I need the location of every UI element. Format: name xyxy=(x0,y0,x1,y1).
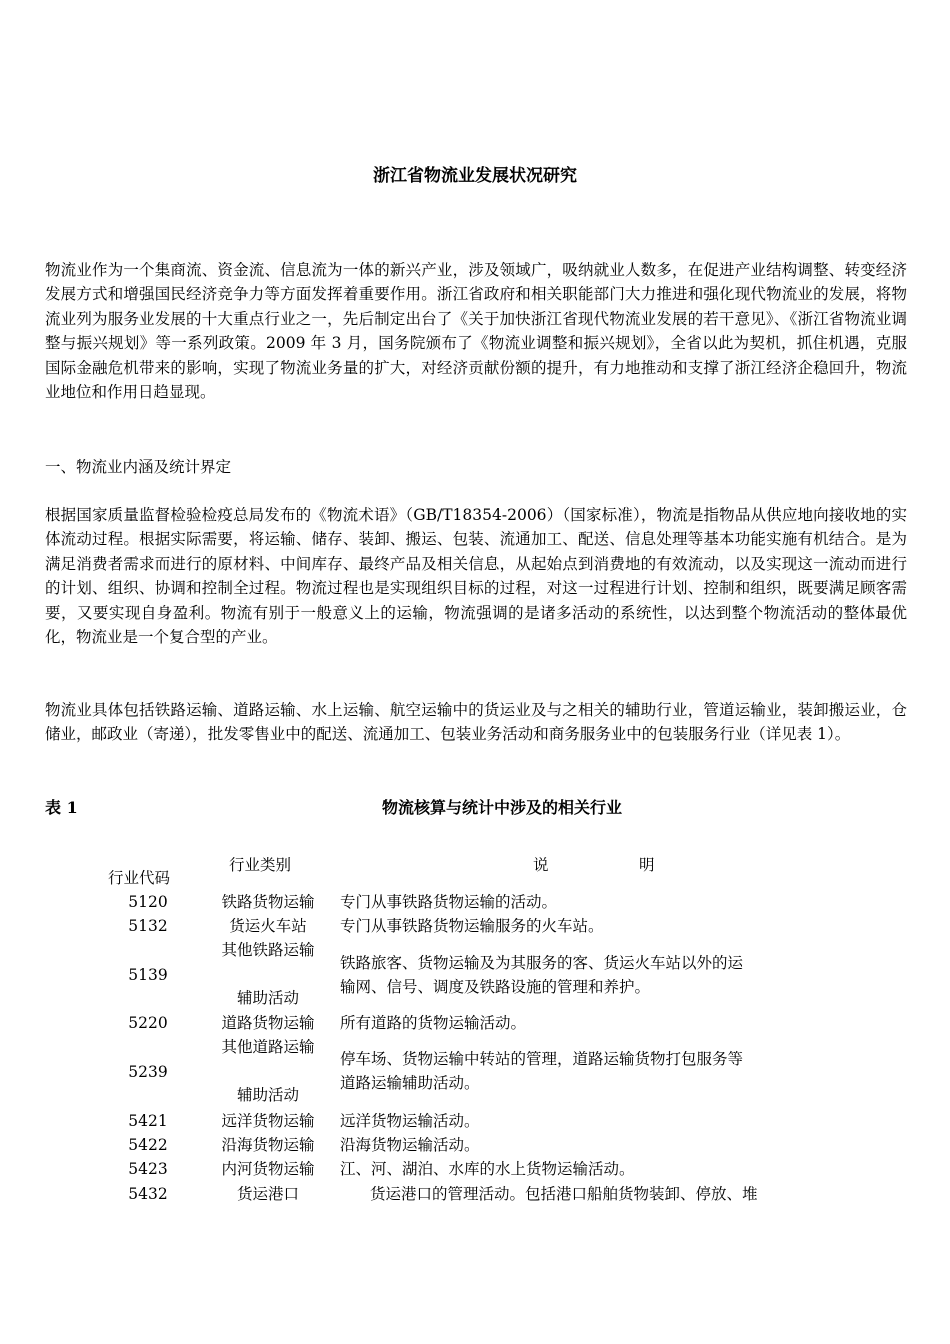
table-row-category: 道路货物运输 xyxy=(221,1014,315,1032)
table-row-description: 铁路旅客、货物运输及为其服务的客、货运火车站以外的运 xyxy=(340,954,744,972)
definition-paragraph: 根据国家质量监督检验检疫总局发布的《物流术语》（GB/T18354-2006）（国家标准），物流是指物品从供应地向接收地的实体流动过程。根据实际需要，将运输、储存、装卸、搬运、包装、流通加工、配送、信息处理等基本功能实施有机结合。是为满足消费者需求而进行的原材料、中间库存、最终产品及相关信息，从起始点到消费地的有效流动，以及实现这一流动而进行的计划、组织、协调和控制全过程。物流过程也是实现组织目标的过程，对这一过程进行计划、控制和组织，既要满足顾客需要，又要实现自身盈利。物流有别于一般意义上的运输，物流强调的是诸多活动的系统性，以达到整个物流活动的整体最优化，物流业是一个复合型的产业。 xyxy=(45,506,907,647)
table-row-description: 专门从事铁路货物运输的活动。 xyxy=(340,893,558,911)
table-row-code: 5422 xyxy=(128,1136,168,1154)
table-row-category: 其他铁路运输 xyxy=(221,941,315,959)
table-row-category: 其他道路运输 xyxy=(221,1038,315,1056)
table-row-description: 沿海货物运输活动。 xyxy=(340,1136,480,1154)
scope-paragraph: 物流业具体包括铁路运输、道路运输、水上运输、航空运输中的货运业及与之相关的辅助行业，管道运输业，装卸搬运业，仓储业，邮政业（寄递），批发零售业中的配送、流通加工、包装业务活动和商务服务业中的包装服务行业（详见表 1）。 xyxy=(45,701,907,744)
table-row-category: 内河货物运输 xyxy=(221,1160,315,1178)
table-row-category: 远洋货物运输 xyxy=(221,1112,315,1130)
table-header-code: 行业代码 xyxy=(108,869,171,887)
table-header-category: 行业类别 xyxy=(229,856,292,874)
table-row-category: 货运火车站 xyxy=(229,917,307,935)
table-row-code: 5139 xyxy=(128,966,168,984)
table-row-description: 货运港口的管理活动。包括港口船舶货物装卸、停放、堆 xyxy=(370,1185,758,1203)
document-title: 浙江省物流业发展状况研究 xyxy=(373,166,577,186)
table-number: 表 1 xyxy=(45,798,78,817)
table-row-code: 5132 xyxy=(128,917,168,935)
table-title: 物流核算与统计中涉及的相关行业 xyxy=(382,798,623,817)
table-header-description-char-1: 说 xyxy=(533,856,549,874)
table-row-description: 专门从事铁路货物运输服务的火车站。 xyxy=(340,917,604,935)
table-row-code: 5423 xyxy=(128,1160,168,1178)
table-row-code: 5239 xyxy=(128,1063,168,1081)
table-row-description: 江、河、湖泊、水库的水上货物运输活动。 xyxy=(340,1160,635,1178)
table-row-category: 货运港口 xyxy=(236,1185,299,1203)
table-row-category: 铁路货物运输 xyxy=(221,893,315,911)
table-header-description-char-2: 明 xyxy=(639,856,655,874)
table-row-description: 停车场、货物运输中转站的管理，道路运输货物打包服务等 xyxy=(340,1050,744,1068)
table-row-description: 所有道路的货物运输活动。 xyxy=(340,1014,527,1032)
section-heading: 一、物流业内涵及统计界定 xyxy=(45,458,232,476)
table-row-description-cont: 道路运输辅助活动。 xyxy=(340,1074,480,1092)
table-row-category-cont: 辅助活动 xyxy=(236,989,299,1007)
intro-paragraph: 物流业作为一个集商流、资金流、信息流为一体的新兴产业，涉及领域广，吸纳就业人数多，在促进产业结构调整、转变经济发展方式和增强国民经济竞争力等方面发挥着重要作用。浙江省政府和相关职能部门大力推进和强化现代物流业的发展，将物流业列为服务业发展的十大重点行业之一，先后制定出台了《关于加快浙江省现代物流业发展的若干意见》、《浙江省物流业调整与振兴规划》等一系列政策。2009 年 3 月，国务院颁布了《物流业调整和振兴规划》，全省以此为契机，抓住机遇，克服国际金融危机带来的影响，实现了物流业务量的扩大，对经济贡献份额的提升，有力地推动和支撑了浙江经济企稳回升，物流业地位和作用日趋显现。 xyxy=(45,261,907,402)
table-row-category: 沿海货物运输 xyxy=(221,1136,315,1154)
table-row-description: 远洋货物运输活动。 xyxy=(340,1112,480,1130)
table-row-code: 5120 xyxy=(128,893,168,911)
table-row-code: 5432 xyxy=(128,1185,168,1203)
table-row-code: 5220 xyxy=(128,1014,168,1032)
table-row-description-cont: 输网、信号、调度及铁路设施的管理和养护。 xyxy=(340,978,651,996)
table-row-category-cont: 辅助活动 xyxy=(236,1086,299,1104)
table-row-code: 5421 xyxy=(128,1112,168,1130)
